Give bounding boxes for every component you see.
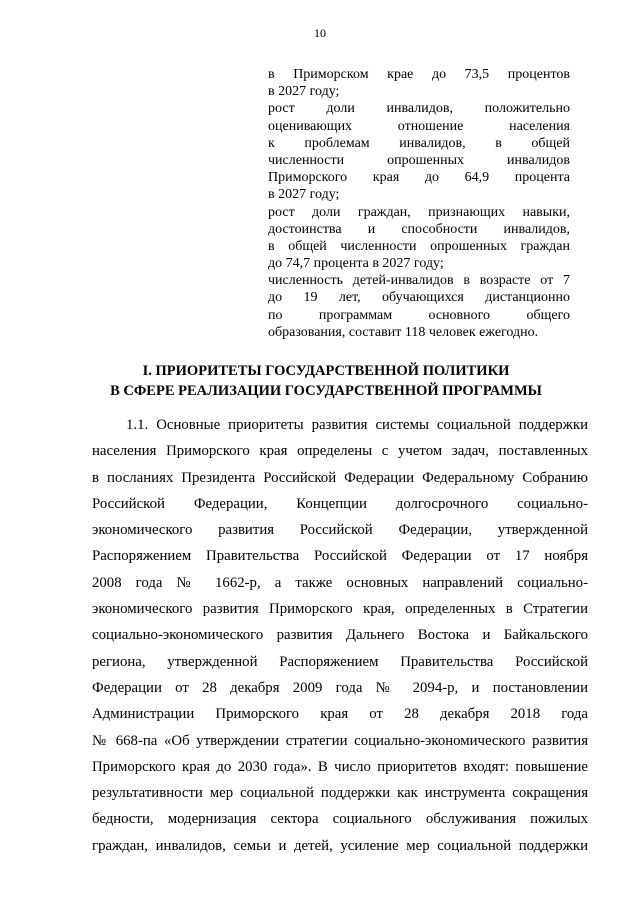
cell-line: рост доли граждан, признающих навыки, bbox=[268, 204, 570, 220]
body-paragraph bbox=[92, 412, 588, 859]
paragraph-line: экономического развития Российской Федерации, утвержденной bbox=[92, 522, 588, 539]
paragraph-line: Распоряжением Правительства Российской Федерации от 17 ноября bbox=[92, 548, 588, 565]
paragraph-line: граждан, инвалидов, семьи и детей, усиление мер социальной поддержки bbox=[92, 837, 588, 854]
cell-line: в общей численности опрошенных граждан bbox=[268, 238, 570, 254]
paragraph-line: Федерации от 28 декабря 2009 года № 2094-р, и постановлении bbox=[92, 679, 588, 696]
target-indicators-cell bbox=[268, 66, 570, 341]
cell-line: образования, составит 118 человек ежегодно. bbox=[268, 324, 539, 340]
cell-line: до 74,7 процента в 2027 году; bbox=[268, 256, 444, 272]
paragraph-line: Администрации Приморского края от 28 декабря 2018 года bbox=[92, 706, 588, 723]
cell-line: в 2027 году; bbox=[268, 187, 340, 203]
cell-line: Приморского края до 64,9 процента bbox=[268, 170, 570, 186]
paragraph-line: социально-экономического развития Дальнего Востока и Байкальского bbox=[92, 627, 588, 644]
paragraph-line: 2008 года № 1662-р, а также основных направлений социально- bbox=[92, 574, 588, 591]
section-heading bbox=[60, 361, 592, 401]
paragraph-line: бедности, модернизация сектора социального обслуживания пожилых bbox=[92, 811, 588, 828]
paragraph-line: экономического развития Приморского края, определенных в Стратегии bbox=[92, 601, 588, 618]
paragraph-line: результативности мер социальной поддержки как инструмента сокращения bbox=[92, 785, 588, 802]
paragraph-line: населения Приморского края определены с учетом задач, поставленных bbox=[92, 443, 588, 460]
paragraph-line: 1.1. Основные приоритеты развития системы социальной поддержки bbox=[126, 417, 588, 433]
section-heading-line-1: I. ПРИОРИТЕТЫ ГОСУДАРСТВЕННОЙ ПОЛИТИКИ bbox=[142, 363, 510, 379]
cell-line: в Приморском крае до 73,5 процентов bbox=[268, 67, 570, 82]
cell-line: в 2027 году; bbox=[268, 84, 340, 100]
cell-line: численности опрошенных инвалидов bbox=[268, 152, 570, 168]
paragraph-line: Приморского края до 2030 года». В число приоритетов входят: повышение bbox=[92, 758, 588, 775]
cell-line: к проблемам инвалидов, в общей bbox=[268, 135, 570, 151]
paragraph-line: в посланиях Президента Российской Федерации Федеральному Собранию bbox=[92, 469, 588, 486]
page-number: 10 bbox=[314, 26, 326, 40]
cell-line: по программам основного общего bbox=[268, 307, 570, 323]
cell-line: до 19 лет, обучающихся дистанционно bbox=[268, 290, 570, 306]
paragraph-line: региона, утвержденной Распоряжением Правительства Российской bbox=[92, 653, 588, 670]
cell-line: достоинства и способности инвалидов, bbox=[268, 221, 570, 237]
cell-line: рост доли инвалидов, положительно bbox=[268, 101, 570, 117]
paragraph-line: Российской Федерации, Концепции долгосрочного социально- bbox=[92, 495, 588, 512]
paragraph-line: № 668-па «Об утверждении стратегии социально-экономического развития bbox=[92, 732, 588, 749]
section-heading-line-2: В СФЕРЕ РЕАЛИЗАЦИИ ГОСУДАРСТВЕННОЙ ПРОГРАММЫ bbox=[110, 383, 542, 399]
cell-line: численность детей-инвалидов в возрасте от 7 bbox=[268, 273, 570, 289]
cell-line: оценивающих отношение населения bbox=[268, 118, 570, 134]
